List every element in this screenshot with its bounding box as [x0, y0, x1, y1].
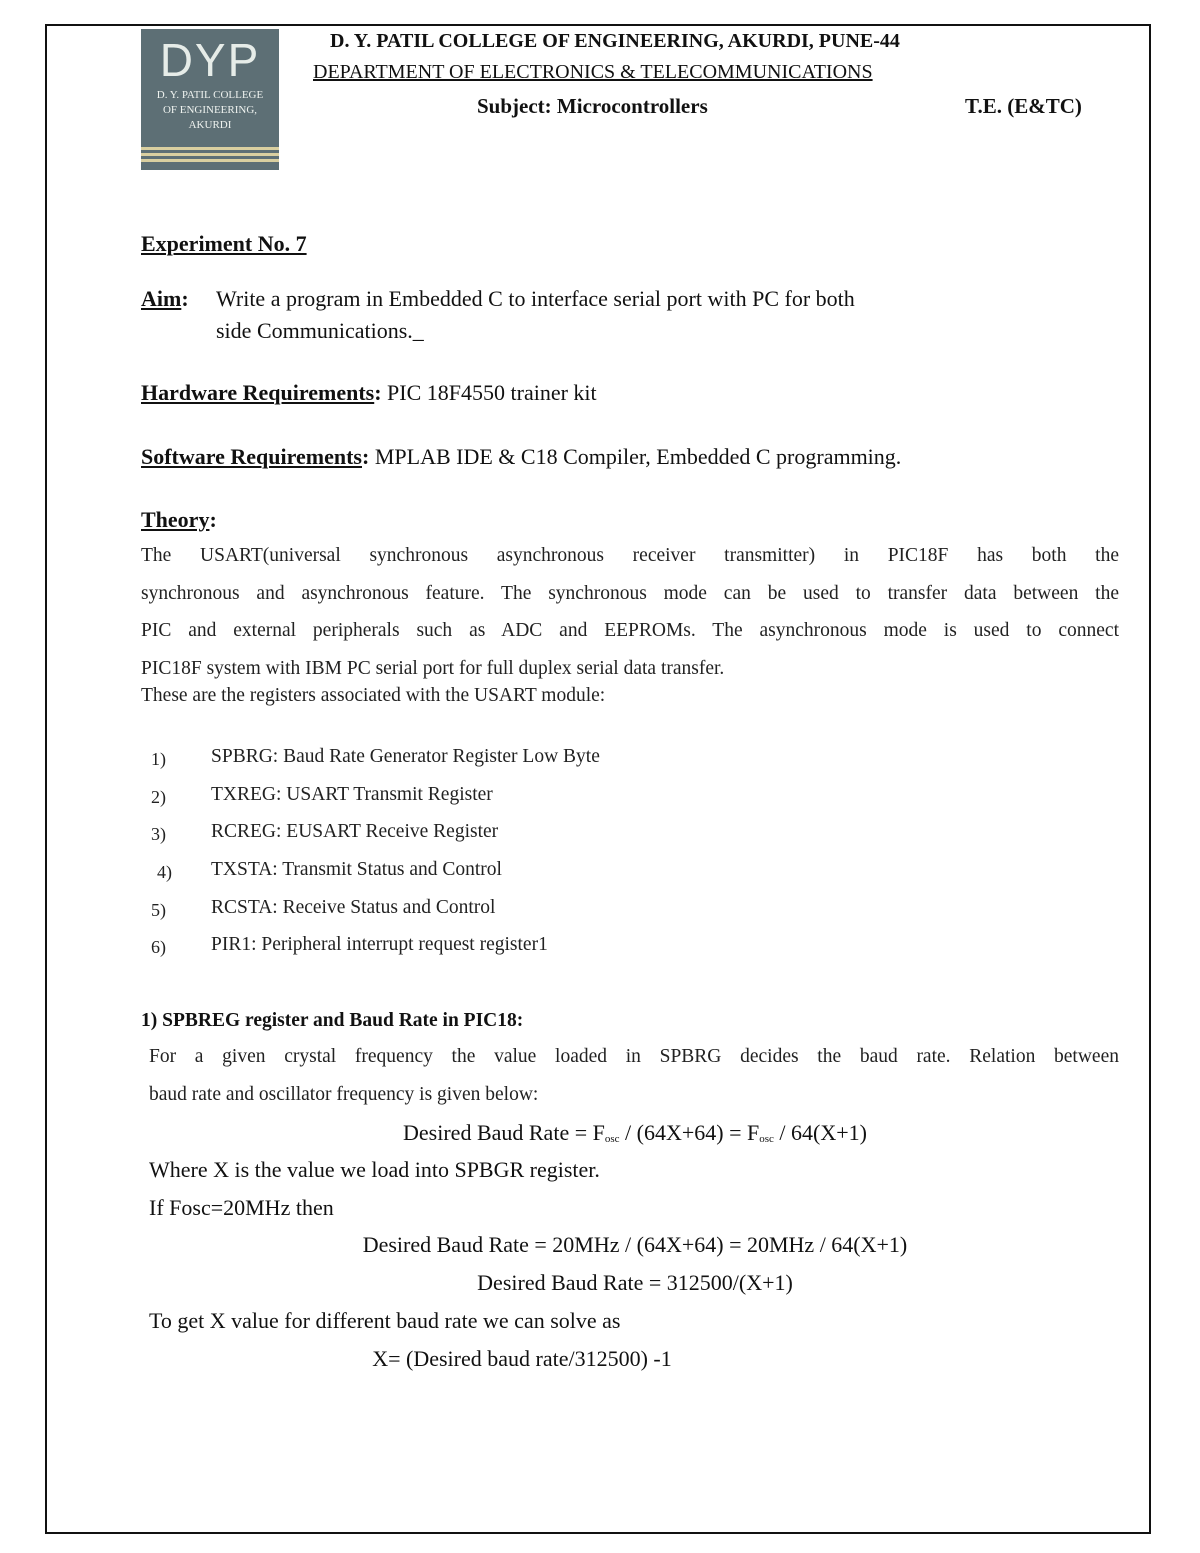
equation-2: Desired Baud Rate = 20MHz / (64X+64) = 20MHz / 64(X+1): [362, 1232, 908, 1257]
if-line: If Fosc=20MHz then: [149, 1195, 334, 1220]
software-requirements: [141, 444, 901, 470]
equation-1: [35, 1120, 1200, 1146]
logo-line-1: D. Y. PATIL COLLEGE: [156, 89, 264, 101]
theory-heading: [141, 507, 217, 533]
equation-4: X= (Desired baud rate/312500) -1: [372, 1346, 672, 1371]
eq1-part-b: / (64X+64) = F: [619, 1120, 760, 1145]
software-value: MPLAB IDE & C18 Compiler, Embedded C programming.: [369, 444, 902, 469]
eq1-sub-2: osc: [759, 1133, 774, 1145]
theory-line-4: PIC18F system with IBM PC serial port for full duplex serial data transfer.: [141, 658, 725, 679]
theory-line-3: PIC and external peripherals such as ADC and EEPROMs. The asynchronous mode is used to connect: [141, 620, 1119, 641]
register-number: 6): [151, 937, 166, 957]
hardware-value: PIC 18F4550 trainer kit: [381, 380, 597, 405]
class-label: T.E. (E&TC): [965, 94, 1082, 118]
college-name: D. Y. PATIL COLLEGE OF ENGINEERING, AKURDI, PUNE-44: [330, 30, 900, 52]
college-logo: [141, 29, 279, 170]
register-number: 4): [157, 862, 172, 882]
theory-label: Theory: [141, 507, 210, 532]
experiment-title: Experiment No. 7: [141, 231, 307, 256]
register-number: 1): [151, 749, 166, 769]
department-name: DEPARTMENT OF ELECTRONICS & TELECOMMUNICATIONS: [313, 61, 873, 83]
equation-3: Desired Baud Rate = 312500/(X+1): [477, 1270, 793, 1295]
logo-letters: DYP: [159, 34, 261, 86]
eq1-sub-1: osc: [604, 1133, 620, 1145]
logo-stripe: [141, 159, 279, 162]
register-item: RCREG: EUSART Receive Register: [211, 821, 499, 842]
theory-colon: :: [209, 507, 217, 532]
register-number: 3): [151, 824, 166, 844]
aim-label-text: Aim: [141, 286, 182, 311]
subject-title: Subject: Microcontrollers: [477, 94, 708, 118]
software-label: Software Requirements: [141, 444, 362, 469]
aim-colon: :: [181, 286, 189, 311]
section-1-line-1: For a given crystal frequency the value loaded in SPBRG decides the baud rate. Relation between: [149, 1046, 1119, 1067]
theory-intro: These are the registers associated with the USART module:: [141, 685, 606, 706]
logo-stripe: [141, 147, 279, 150]
register-item: TXREG: USART Transmit Register: [211, 784, 493, 805]
aim-line-2: side Communications._: [216, 318, 424, 343]
theory-line-1: The USART(universal synchronous asynchronous receiver transmitter) in PIC18F has both the: [141, 545, 1119, 566]
logo-stripe: [141, 153, 279, 156]
logo-line-2: OF ENGINEERING,: [162, 104, 258, 116]
section-1-title: 1) SPBREG register and Baud Rate in PIC18:: [141, 1010, 524, 1031]
register-item: RCSTA: Receive Status and Control: [211, 897, 496, 918]
aim-line-1: Write a program in Embedded C to interface serial port with PC for both: [216, 286, 855, 311]
aim-label: [141, 286, 189, 312]
register-item: TXSTA: Transmit Status and Control: [211, 859, 502, 880]
software-colon: :: [362, 444, 370, 469]
hardware-requirements: [141, 380, 597, 406]
register-number: 5): [151, 900, 166, 920]
theory-line-2: synchronous and asynchronous feature. The synchronous mode can be used to transfer data between the: [141, 583, 1119, 604]
to-get-line: To get X value for different baud rate we can solve as: [149, 1308, 621, 1333]
section-1-line-2: baud rate and oscillator frequency is given below:: [149, 1084, 539, 1105]
hardware-label: Hardware Requirements: [141, 380, 375, 405]
register-item: PIR1: Peripheral interrupt request register1: [211, 934, 548, 955]
eq1-part-c: / 64(X+1): [773, 1120, 867, 1145]
hardware-colon: :: [374, 380, 382, 405]
where-line: Where X is the value we load into SPBGR register.: [149, 1157, 600, 1182]
register-number: 2): [151, 787, 166, 807]
logo-line-3: AKURDI: [188, 119, 232, 131]
eq1-part-a: Desired Baud Rate = F: [403, 1120, 605, 1145]
register-item: SPBRG: Baud Rate Generator Register Low Byte: [211, 746, 600, 767]
